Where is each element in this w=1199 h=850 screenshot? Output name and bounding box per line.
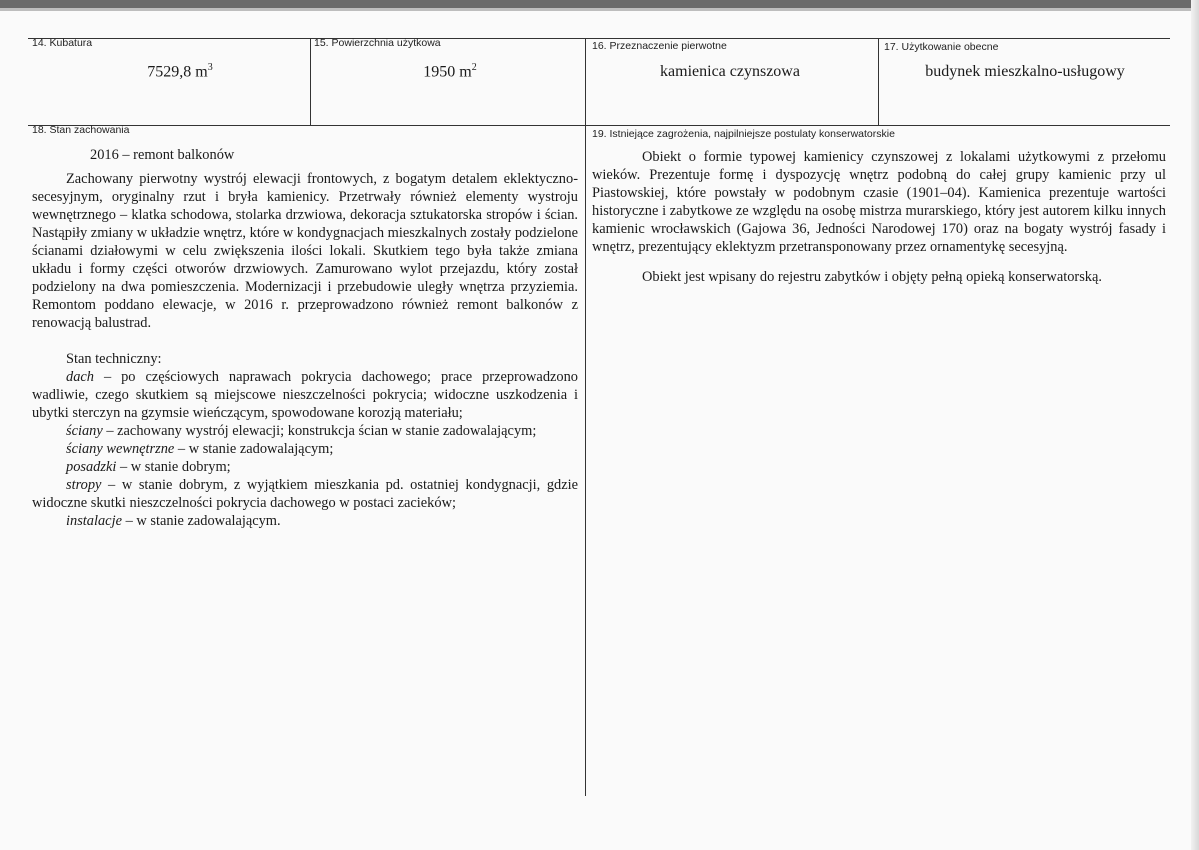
- row-top-border: [28, 38, 1170, 39]
- field-14-label: 14. Kubatura: [32, 37, 93, 49]
- scan-right-edge: [1191, 0, 1199, 850]
- field-15-value: 1950 $m^2$: [423, 62, 477, 81]
- col-divider-3: [878, 38, 879, 125]
- tech-item: dach – po częściowych naprawach pokrycia dachowego; prace przeprowadzono wadliwie, czego skutkiem są miejscowe nieszczelności pokrycia; widoczne uszkodzenia i ubytki sterczyn na gzymsie wieńczącym, spowodowane korozją materiału;: [32, 369, 578, 421]
- field-16-label: 16. Przeznaczenie pierwotne: [592, 40, 727, 52]
- tech-item: instalacje – w stanie zadowalającym.: [66, 513, 281, 529]
- section-19-label: 19. Istniejące zagrożenia, najpilniejsze postulaty konserwatorskie: [592, 128, 895, 140]
- field-17-value: budynek mieszkalno-usługowy: [925, 63, 1125, 80]
- tech-item: posadzki – w stanie dobrym;: [66, 459, 231, 475]
- scan-top-edge: [0, 0, 1199, 8]
- technical-state-heading: Stan techniczny:: [66, 351, 162, 367]
- field-14-value: 7529,8 $m^3$: [147, 62, 213, 81]
- col-divider-2: [585, 38, 586, 796]
- section-19-body: [592, 148, 1166, 286]
- field-16-value: kamienica czynszowa: [660, 63, 800, 80]
- tech-item: ściany wewnętrzne – w stanie zadowalającym;: [66, 441, 334, 457]
- field-15-label: 15. Powierzchnia użytkowa: [314, 37, 441, 49]
- tech-item: ściany – zachowany wystrój elewacji; konstrukcja ścian w stanie zadowalającym;: [66, 423, 537, 439]
- field-17-label: 17. Użytkowanie obecne: [884, 41, 999, 53]
- scan-top-shadow: [0, 8, 1199, 11]
- preservation-paragraph: Zachowany pierwotny wystrój elewacji frontowych, z bogatym detalem eklektyczno-secesyjnym, oryginalny rzut i bryła kamienicy. Przetrwały również elementy wystroju wewnętrznego – klatka schodowa, stolarka drzwiowa, dekoracja sztukatorska stropów i ścian. Nastąpiły zmiany w układzie wnętrz, które w kondygnacjach mieszkalnych zostały podzielone ścianami działowymi w celu zwiększenia ilości lokali. Skutkiem tego była także zmiana układu i formy części otworów drzwiowych. Zamurowano wylot przejazdu, który został podzielony na dwa pomieszczenia. Modernizacji i przebudowie uległy wnętrza przyziemia. Remontom poddano elewacje, w 2016 r. przeprowadzono również remont balkonów z renowacją balustrad.: [32, 171, 578, 331]
- col-divider-1: [310, 38, 311, 125]
- registry-paragraph: Obiekt jest wpisany do rejestru zabytków i objęty pełną opieką konserwatorską.: [642, 269, 1102, 285]
- tech-item: stropy – w stanie dobrym, z wyjątkiem mieszkania pd. ostatniej kondygnacji, gdzie widoczne skutki nieszczelności pokrycia dachowego w postaci zacieków;: [32, 477, 578, 511]
- section-18-body: [32, 146, 578, 530]
- row-middle-border: [28, 125, 1170, 126]
- threats-paragraph: Obiekt o formie typowej kamienicy czynszowej z lokalami użytkowymi z przełomu wieków. Prezentuje formę i dyspozycję wnętrz podobną do całej grupy kamienic przy ul Piastowskiej, które powstały w podobnym czasie (1901–04). Kamienica prezentuje wartości historyczne i zabytkowe ze względu na osobę mistrza murarskiego, który jest autorem kilku innych kamienic wrocławskich (Gajowa 36, Jedności Narodowej 170) oraz na bogaty wystrój fasady i wnętrz, prezentujący eklektyzm przetransponowany przez ornamentykę secesyjną.: [592, 149, 1166, 255]
- section-18-label: 18. Stan zachowania: [32, 124, 130, 136]
- renovation-date-line: 2016 – remont balkonów: [90, 147, 235, 163]
